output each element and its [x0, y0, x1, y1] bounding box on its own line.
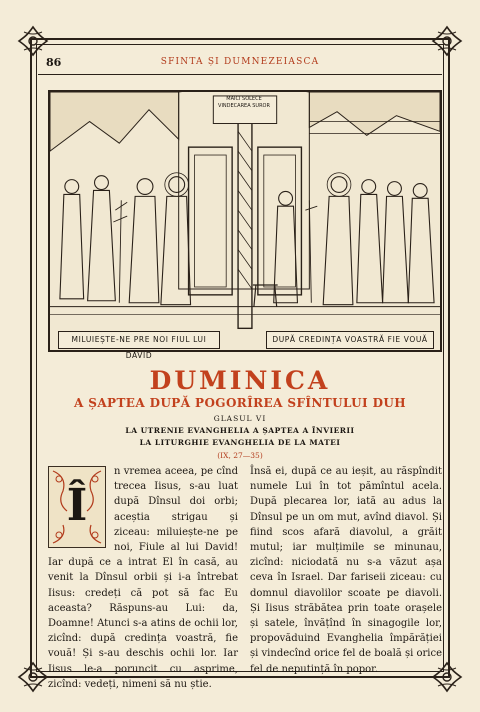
- frame-inner-top: [36, 44, 444, 45]
- scroll-text: MAICI SOLECE VINDECAREA SUROR: [218, 96, 270, 109]
- miracle-scene-image: [50, 92, 440, 350]
- frame-left: [30, 38, 32, 678]
- icon-illustration: [48, 90, 442, 352]
- frame-inner-left: [36, 44, 37, 672]
- running-title: SFINTA ȘI DUMNEZEIASCA: [160, 57, 320, 67]
- frame-top: [30, 38, 450, 40]
- page-header: [38, 54, 442, 72]
- gospel-text-left: n vremea aceea, pe cînd trecea Iisus, s-au luat după Dînsul doi orbi; aceștia strigau și ziceau: miluiește-ne pe noi, Fiule al lui David! Iar după ce a intrat El în casă, au venit la Dînsul orbii și i-a întrebat Iisus: credeți că pot să fac Eu aceasta? Răspuns-au Lui: da, Doamne! Atunci s-a atins de ochii lor, zicînd: după credința voastră, fie vouă! Și s-au deschis ochii lor. Iar Iisus le-a poruncit cu asprime, zicînd: vedeți, nimeni să nu știe.: [48, 466, 238, 690]
- header-rule: [38, 74, 442, 75]
- liturgy-gospel-line: LA LITURGHIE EVANGHELIA DE LA MATEI: [139, 438, 341, 447]
- text-column-right: [250, 464, 442, 677]
- corner-ornament-icon: [430, 24, 464, 58]
- dropcap-letter: Î: [66, 480, 88, 531]
- page-title: DUMINICA: [149, 366, 331, 395]
- text-column-left: [48, 464, 238, 692]
- dropcap: [48, 466, 106, 548]
- caption-right: DUPĂ CREDINȚA VOASTRĂ FIE VOUĂ: [266, 331, 434, 349]
- page-number: 86: [46, 56, 62, 69]
- corner-ornament-icon: [16, 660, 50, 694]
- caption-left: MILUIEȘTE-NE PRE NOI FIUL LUI DAVID: [58, 331, 220, 349]
- subtitle: A ȘAPTEA DUPĂ POGORÎREA SFÎNTULUI DUH: [73, 396, 406, 410]
- frame-inner-right: [443, 44, 444, 672]
- gospel-text-right: Însă ei, după ce au ieșit, au răspîndit numele Lui în tot pămîntul acela. După plecarea lor, iată au adus la Dînsul pe un om mut, avînd diavol. Și fiind scos afară diavolul, a grăit mutul; iar mulțimile se minunau, zicînd: niciodată nu s-a văzut așa ceva în Israel. Dar fariseii ziceau: cu domnul diavolilor scoate pe diavoli. Și Iisus străbătea prin toate orașele și satele, învățînd în sinagogile lor, propovăduind Evanghelia împărăției și vindecînd orice fel de boală și orice fel de neputință în popor.: [250, 466, 442, 675]
- tone-label: GLASUL VI: [213, 414, 267, 423]
- scripture-reference: (IX, 27—35): [217, 451, 263, 460]
- frame-right: [448, 38, 450, 678]
- matins-gospel-line: LA UTRENIE EVANGHELIA A ȘAPTEA A ÎNVIERII: [125, 426, 355, 435]
- corner-ornament-icon: [16, 24, 50, 58]
